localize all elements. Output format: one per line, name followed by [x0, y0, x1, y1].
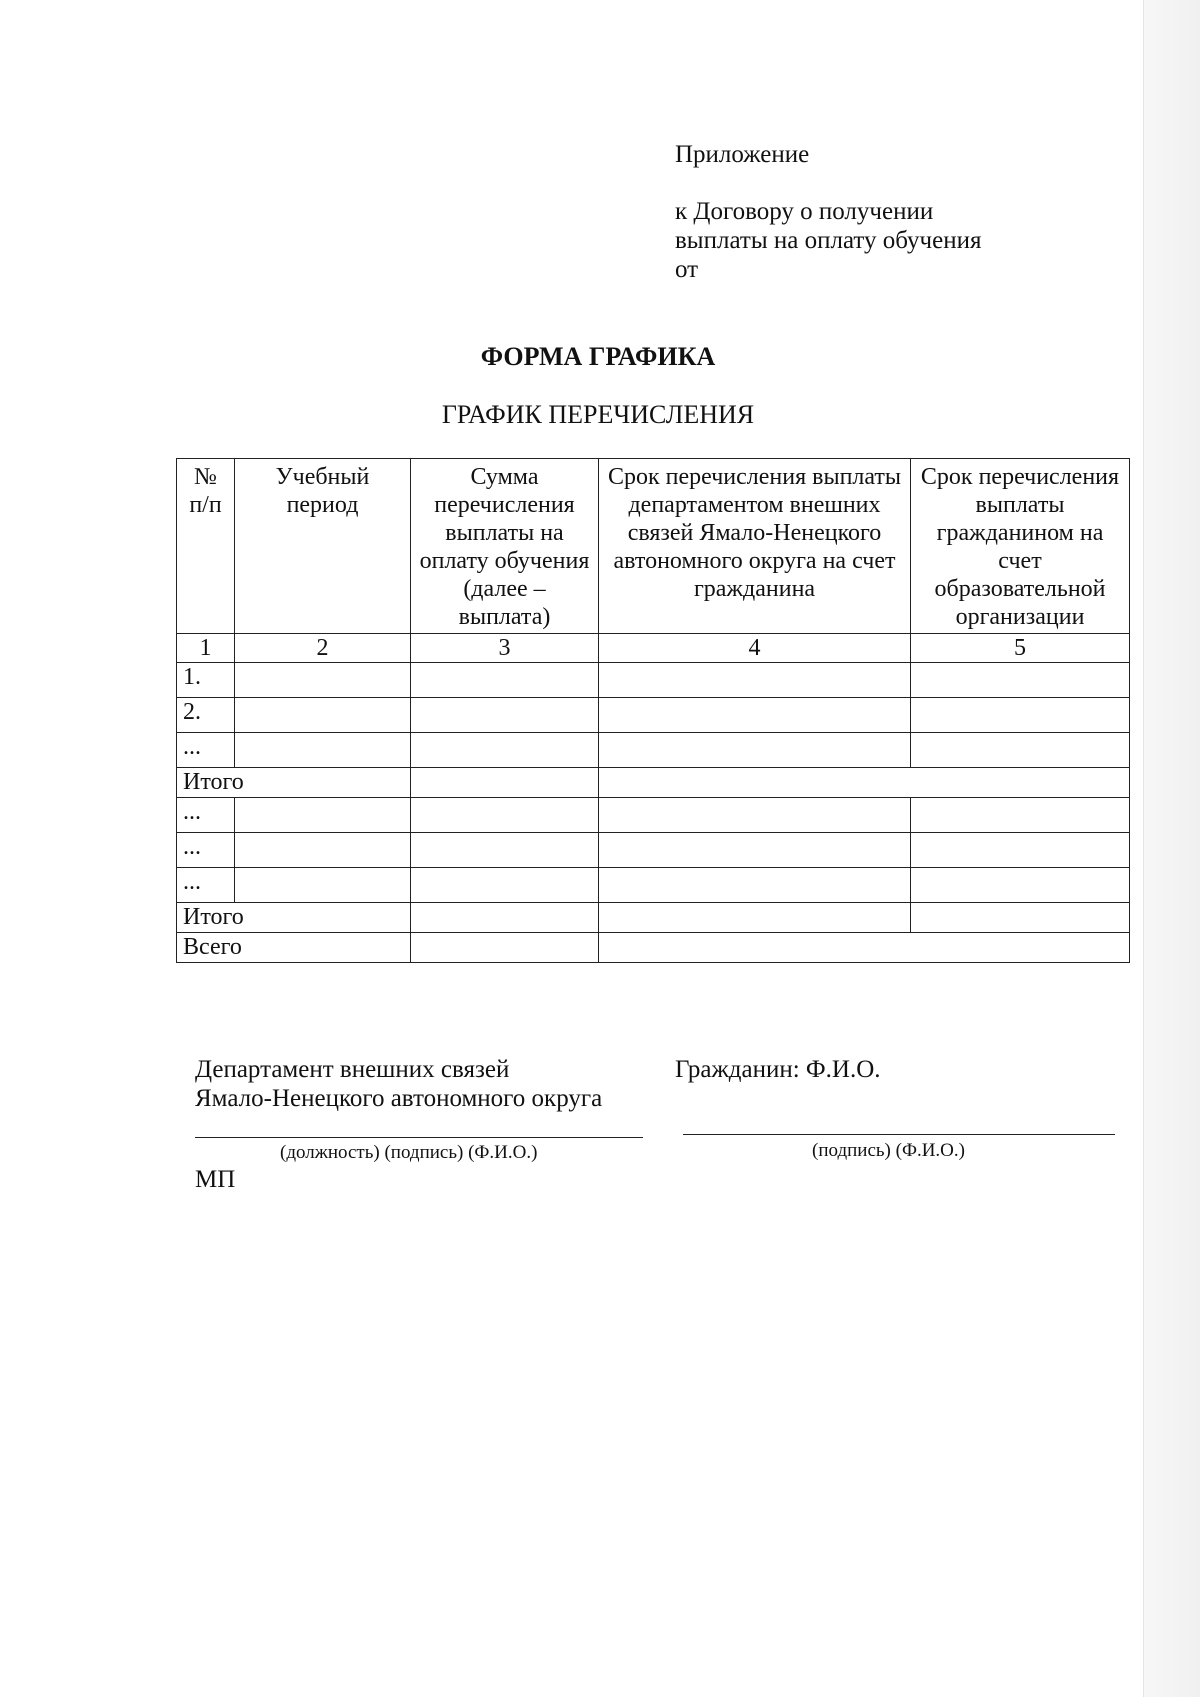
header-amount: Сумма перечисления выплаты на оплату обучения (далее – выплата): [411, 459, 599, 634]
grand-total-amount-cell: [411, 933, 599, 963]
period-cell: [235, 733, 411, 768]
grand-total-blank-cell: [599, 933, 1130, 963]
citizen-term-cell: [911, 833, 1130, 868]
row-number: ...: [177, 833, 235, 868]
appendix-header: [675, 140, 981, 284]
amount-cell: [411, 663, 599, 698]
citizen-term-cell: [911, 663, 1130, 698]
amount-cell: [411, 868, 599, 903]
row-number: 1.: [177, 663, 235, 698]
row-number: 2.: [177, 698, 235, 733]
seal-mark: МП: [195, 1166, 236, 1193]
subtotal-citizen-cell: [911, 903, 1130, 933]
citizen-signature-caption: (подпись) (Ф.И.О.): [812, 1140, 965, 1161]
period-cell: [235, 698, 411, 733]
schedule-table: [176, 458, 1130, 963]
amount-cell: [411, 798, 599, 833]
table-row: [177, 868, 1130, 903]
department-name-line1: Департамент внешних связей: [195, 1056, 510, 1083]
row-number: ...: [177, 798, 235, 833]
department-term-cell: [599, 663, 911, 698]
index-cell: 3: [411, 634, 599, 663]
department-term-cell: [599, 733, 911, 768]
index-cell: 5: [911, 634, 1130, 663]
subtotal-department-cell: [599, 903, 911, 933]
citizen-term-cell: [911, 868, 1130, 903]
table-row: [177, 798, 1130, 833]
department-term-cell: [599, 798, 911, 833]
citizen-signature-block: [675, 1055, 881, 1084]
department-signature-line: [195, 1137, 643, 1138]
grand-total-row: [177, 933, 1130, 963]
department-signature-caption: (должность) (подпись) (Ф.И.О.): [280, 1142, 538, 1163]
index-cell: 4: [599, 634, 911, 663]
header-number: № п/п: [177, 459, 235, 634]
citizen-label: Гражданин: Ф.И.О.: [675, 1056, 881, 1083]
subtotal-row: [177, 768, 1130, 798]
grand-total-label: Всего: [177, 933, 411, 963]
header-period: Учебный период: [235, 459, 411, 634]
table-row: [177, 733, 1130, 768]
citizen-signature-line: [683, 1134, 1115, 1135]
subtotal-row: [177, 903, 1130, 933]
row-number: ...: [177, 733, 235, 768]
header-citizen-term: Срок перечисления выплаты гражданином на счет образовательной организации: [911, 459, 1130, 634]
appendix-contract-line: к Договору о получении: [675, 198, 934, 225]
period-cell: [235, 663, 411, 698]
schedule-title: ГРАФИК ПЕРЕЧИСЛЕНИЯ: [441, 400, 755, 429]
index-cell: 2: [235, 634, 411, 663]
table-row: [177, 698, 1130, 733]
period-cell: [235, 798, 411, 833]
subtotal-amount-cell: [411, 903, 599, 933]
appendix-label: Приложение: [675, 141, 810, 168]
row-number: ...: [177, 868, 235, 903]
header-row: [177, 459, 1130, 634]
amount-cell: [411, 833, 599, 868]
subtotal-blank-cell: [599, 768, 1130, 798]
header-department-term: Срок перечисления выплаты департаментом внешних связей Ямало-Ненецкого автономного округа на счет гражданина: [599, 459, 911, 634]
citizen-term-cell: [911, 798, 1130, 833]
appendix-date-line: от: [675, 256, 699, 283]
department-term-cell: [599, 868, 911, 903]
period-cell: [235, 868, 411, 903]
department-term-cell: [599, 833, 911, 868]
amount-cell: [411, 698, 599, 733]
period-cell: [235, 833, 411, 868]
subtotal-label: Итого: [177, 768, 411, 798]
citizen-term-cell: [911, 698, 1130, 733]
department-term-cell: [599, 698, 911, 733]
subtotal-label: Итого: [177, 903, 411, 933]
citizen-term-cell: [911, 733, 1130, 768]
department-name-line2: Ямало-Ненецкого автономного округа: [195, 1085, 603, 1112]
table-row: [177, 663, 1130, 698]
page-edge: [1143, 0, 1200, 1697]
index-cell: 1: [177, 634, 235, 663]
amount-cell: [411, 733, 599, 768]
table-row: [177, 833, 1130, 868]
department-signature-block: [195, 1055, 602, 1113]
form-title: ФОРМА ГРАФИКА: [480, 342, 716, 371]
subtotal-amount-cell: [411, 768, 599, 798]
index-row: [177, 634, 1130, 663]
appendix-payment-line: выплаты на оплату обучения: [675, 227, 982, 254]
